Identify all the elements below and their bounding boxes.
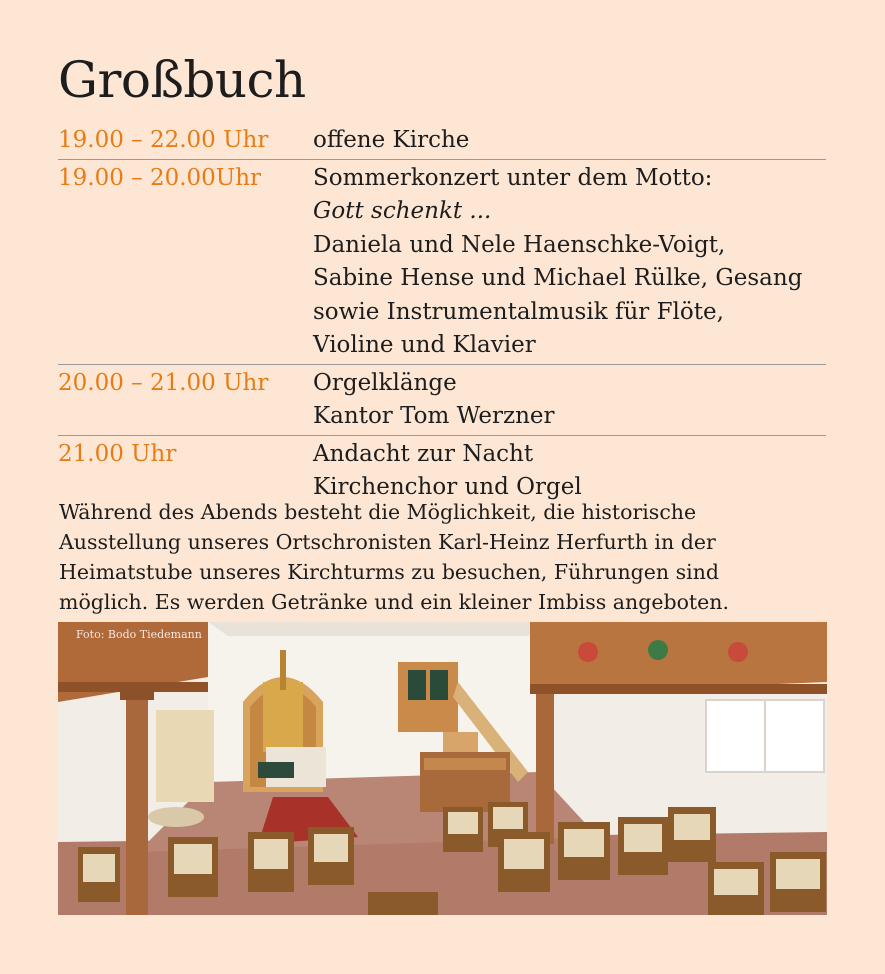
paragraph-line: Heimatstube unseres Kirchturms zu besuchen, Führungen sind bbox=[59, 560, 720, 584]
schedule-row bbox=[58, 122, 826, 160]
paragraph-line: Während des Abends besteht die Möglichkeit, die historische bbox=[59, 500, 697, 524]
info-paragraph bbox=[59, 497, 839, 617]
schedule-row bbox=[58, 160, 826, 365]
schedule-line: Andacht zur Nacht bbox=[313, 440, 534, 467]
schedule-line: Violine und Klavier bbox=[313, 332, 536, 358]
schedule-description bbox=[313, 162, 826, 363]
schedule-time: 21.00 Uhr bbox=[58, 440, 177, 467]
schedule-time: 20.00 – 21.00 Uhr bbox=[58, 369, 269, 396]
schedule-description bbox=[313, 367, 826, 434]
schedule-line: Sommerkonzert unter dem Motto: bbox=[313, 164, 713, 191]
photo-credit: Foto: Bodo Tiedemann bbox=[76, 628, 202, 641]
schedule-line: Daniela und Nele Haenschke-Voigt, bbox=[313, 231, 726, 258]
church-interior-photo bbox=[58, 622, 827, 915]
schedule-row bbox=[58, 436, 826, 506]
page-title: Großbuch bbox=[58, 51, 306, 109]
schedule-description bbox=[313, 438, 826, 505]
paragraph-line: möglich. Es werden Getränke und ein kleiner Imbiss angeboten. bbox=[59, 590, 730, 614]
schedule-row bbox=[58, 365, 826, 436]
schedule-line: Kirchenchor und Orgel bbox=[313, 474, 582, 500]
schedule-line: Sabine Hense und Michael Rülke, Gesang bbox=[313, 265, 803, 291]
schedule-line: offene Kirche bbox=[313, 127, 470, 153]
church-interior-illustration bbox=[58, 622, 827, 915]
paragraph-line: Ausstellung unseres Ortschronisten Karl-Heinz Herfurth in der bbox=[59, 530, 716, 554]
schedule-time: 19.00 – 20.00Uhr bbox=[58, 164, 262, 191]
schedule-line: Orgelklänge bbox=[313, 369, 457, 396]
concert-motto: Gott schenkt ... bbox=[313, 198, 492, 224]
schedule-line: Kantor Tom Werzner bbox=[313, 403, 555, 429]
schedule-line: sowie Instrumentalmusik für Flöte, bbox=[313, 298, 724, 325]
schedule-table bbox=[58, 122, 826, 506]
schedule-description bbox=[313, 124, 826, 158]
schedule-time: 19.00 – 22.00 Uhr bbox=[58, 127, 269, 153]
